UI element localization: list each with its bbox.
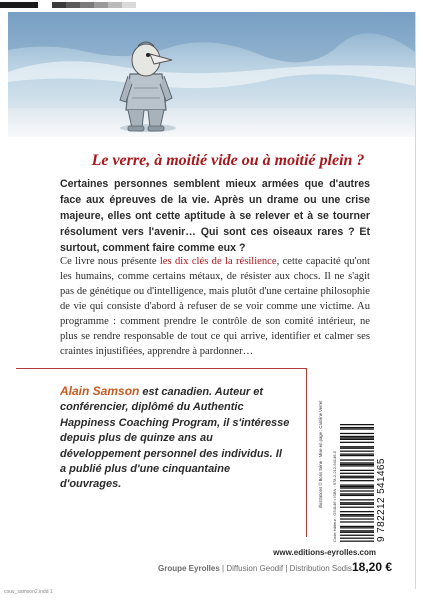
knight-illustration-icon [8, 12, 415, 137]
publisher-group: Groupe Eyrolles [158, 564, 220, 573]
author-bio [60, 384, 290, 493]
barcode-bar [340, 464, 374, 465]
back-cover [8, 12, 416, 589]
barcode-bar [340, 535, 374, 536]
body-intro: Ce livre nous présente [60, 256, 160, 267]
barcode-bar [340, 436, 374, 437]
barcode-bar [340, 526, 374, 527]
lead-paragraph: Certaines personnes semblent mieux armées que d'autres face aux épreuves de la vie. Après un drame ou une crise majeure, elles ont cette aptitude à se relever et à se tourner résolument vers l'avenir… Qui sont ces oiseaux rares ? Et surtout, comment faire comme eux ? [60, 178, 370, 254]
credits-vertical [318, 398, 330, 508]
barcode-bar [340, 462, 374, 463]
publisher-sep-1: | [219, 564, 227, 573]
barcode-bar [340, 490, 374, 491]
barcode-bar [340, 428, 374, 429]
barcode-bar [340, 504, 374, 505]
barcode-bar [340, 541, 374, 542]
barcode-icon [340, 424, 376, 542]
barcode-bar [340, 521, 374, 522]
barcode-bar [340, 477, 374, 478]
barcode-bar [340, 507, 374, 508]
barcode-bar [340, 487, 374, 488]
price: 18,20 € [352, 560, 393, 574]
barcode-bar [340, 442, 374, 443]
barcode-bar [340, 499, 374, 500]
barcode-bar [340, 532, 374, 533]
barcode-bar [340, 530, 374, 531]
barcode-bar [340, 486, 374, 487]
color-calibration-bar [0, 2, 136, 8]
barcode-bar [340, 433, 374, 434]
barcode-bar [340, 480, 374, 481]
body-paragraph [60, 254, 370, 359]
barcode-bar [340, 455, 374, 456]
body-highlight: les dix clés de la résilience [159, 256, 277, 267]
barcode-bar [340, 495, 374, 496]
isbn-barcode [340, 424, 387, 542]
publisher-website: www.editions-eyrolles.com [273, 548, 376, 557]
isbn-number-vertical [376, 424, 386, 542]
publisher-distribution: Distribution Sodis [289, 564, 352, 573]
barcode-bar [340, 465, 374, 466]
barcode-bar [340, 437, 374, 438]
barcode-bar [340, 473, 374, 474]
print-slug: couv_samson2.indd 1 [4, 589, 53, 595]
print-code-text: Code éditeur : G54146 • ISBN : 978-2-212-54146-5 [332, 450, 337, 542]
barcode-bar [340, 439, 374, 440]
barcode-bar [340, 493, 374, 494]
barcode-bar [340, 511, 374, 512]
barcode-bar [340, 451, 374, 452]
barcode-bar [340, 459, 374, 460]
barcode-bar [340, 502, 374, 503]
publisher-diffusion: Diffusion Geodif [226, 564, 284, 573]
barcode-bar [340, 448, 374, 449]
headline: Le verre, à moitié vide ou à moitié plein ? [91, 152, 365, 169]
body-rest: , cette capacité qu'ont les humains, comme certains métaux, de résister aux chocs. Il ne s'agit pas de génétique ou d'intelligence, mais plutôt d'une certaine philosophie de vie qui consiste d'abord à refuser de se voir comme une victime. Au programme : comment prendre le contrôle de son comité intérieur, ne plus se rendre responsable de tout ce qui arrive, identifier et calmer ses craintes injustifiées, apprendre à pardonner… [60, 256, 370, 357]
author-bio-text: est canadien. Auteur et conférencier, diplômé du Authentic Happiness Coaching Program, il s'intéresse depuis plus de quinze ans au développement personnel des individus. Il a publié plus d'une cinquantaine d'ouvrages. [60, 386, 290, 491]
barcode-bar [340, 427, 374, 428]
print-strip [0, 0, 423, 10]
barcode-bar [340, 514, 374, 515]
credits-text: Illustrations © Boris Séne · Mise en page : Caroline Verret [318, 400, 323, 508]
print-code-vertical [332, 442, 340, 542]
barcode-bar [340, 518, 374, 519]
barcode-bar [340, 527, 374, 528]
isbn-digits: 9 782212 541465 [376, 458, 387, 542]
publisher-line [158, 564, 352, 573]
barcode-bar [340, 476, 374, 477]
barcode-bar [340, 424, 374, 425]
barcode-bar [340, 515, 374, 516]
cover-illustration [8, 12, 415, 137]
barcode-bar [340, 446, 374, 447]
barcode-bar [340, 484, 374, 485]
publisher-sep-2: | [283, 564, 290, 573]
author-name: Alain Samson [60, 384, 140, 398]
barcode-bar [340, 538, 374, 539]
barcode-bar [340, 470, 374, 471]
barcode-bar [340, 454, 374, 455]
